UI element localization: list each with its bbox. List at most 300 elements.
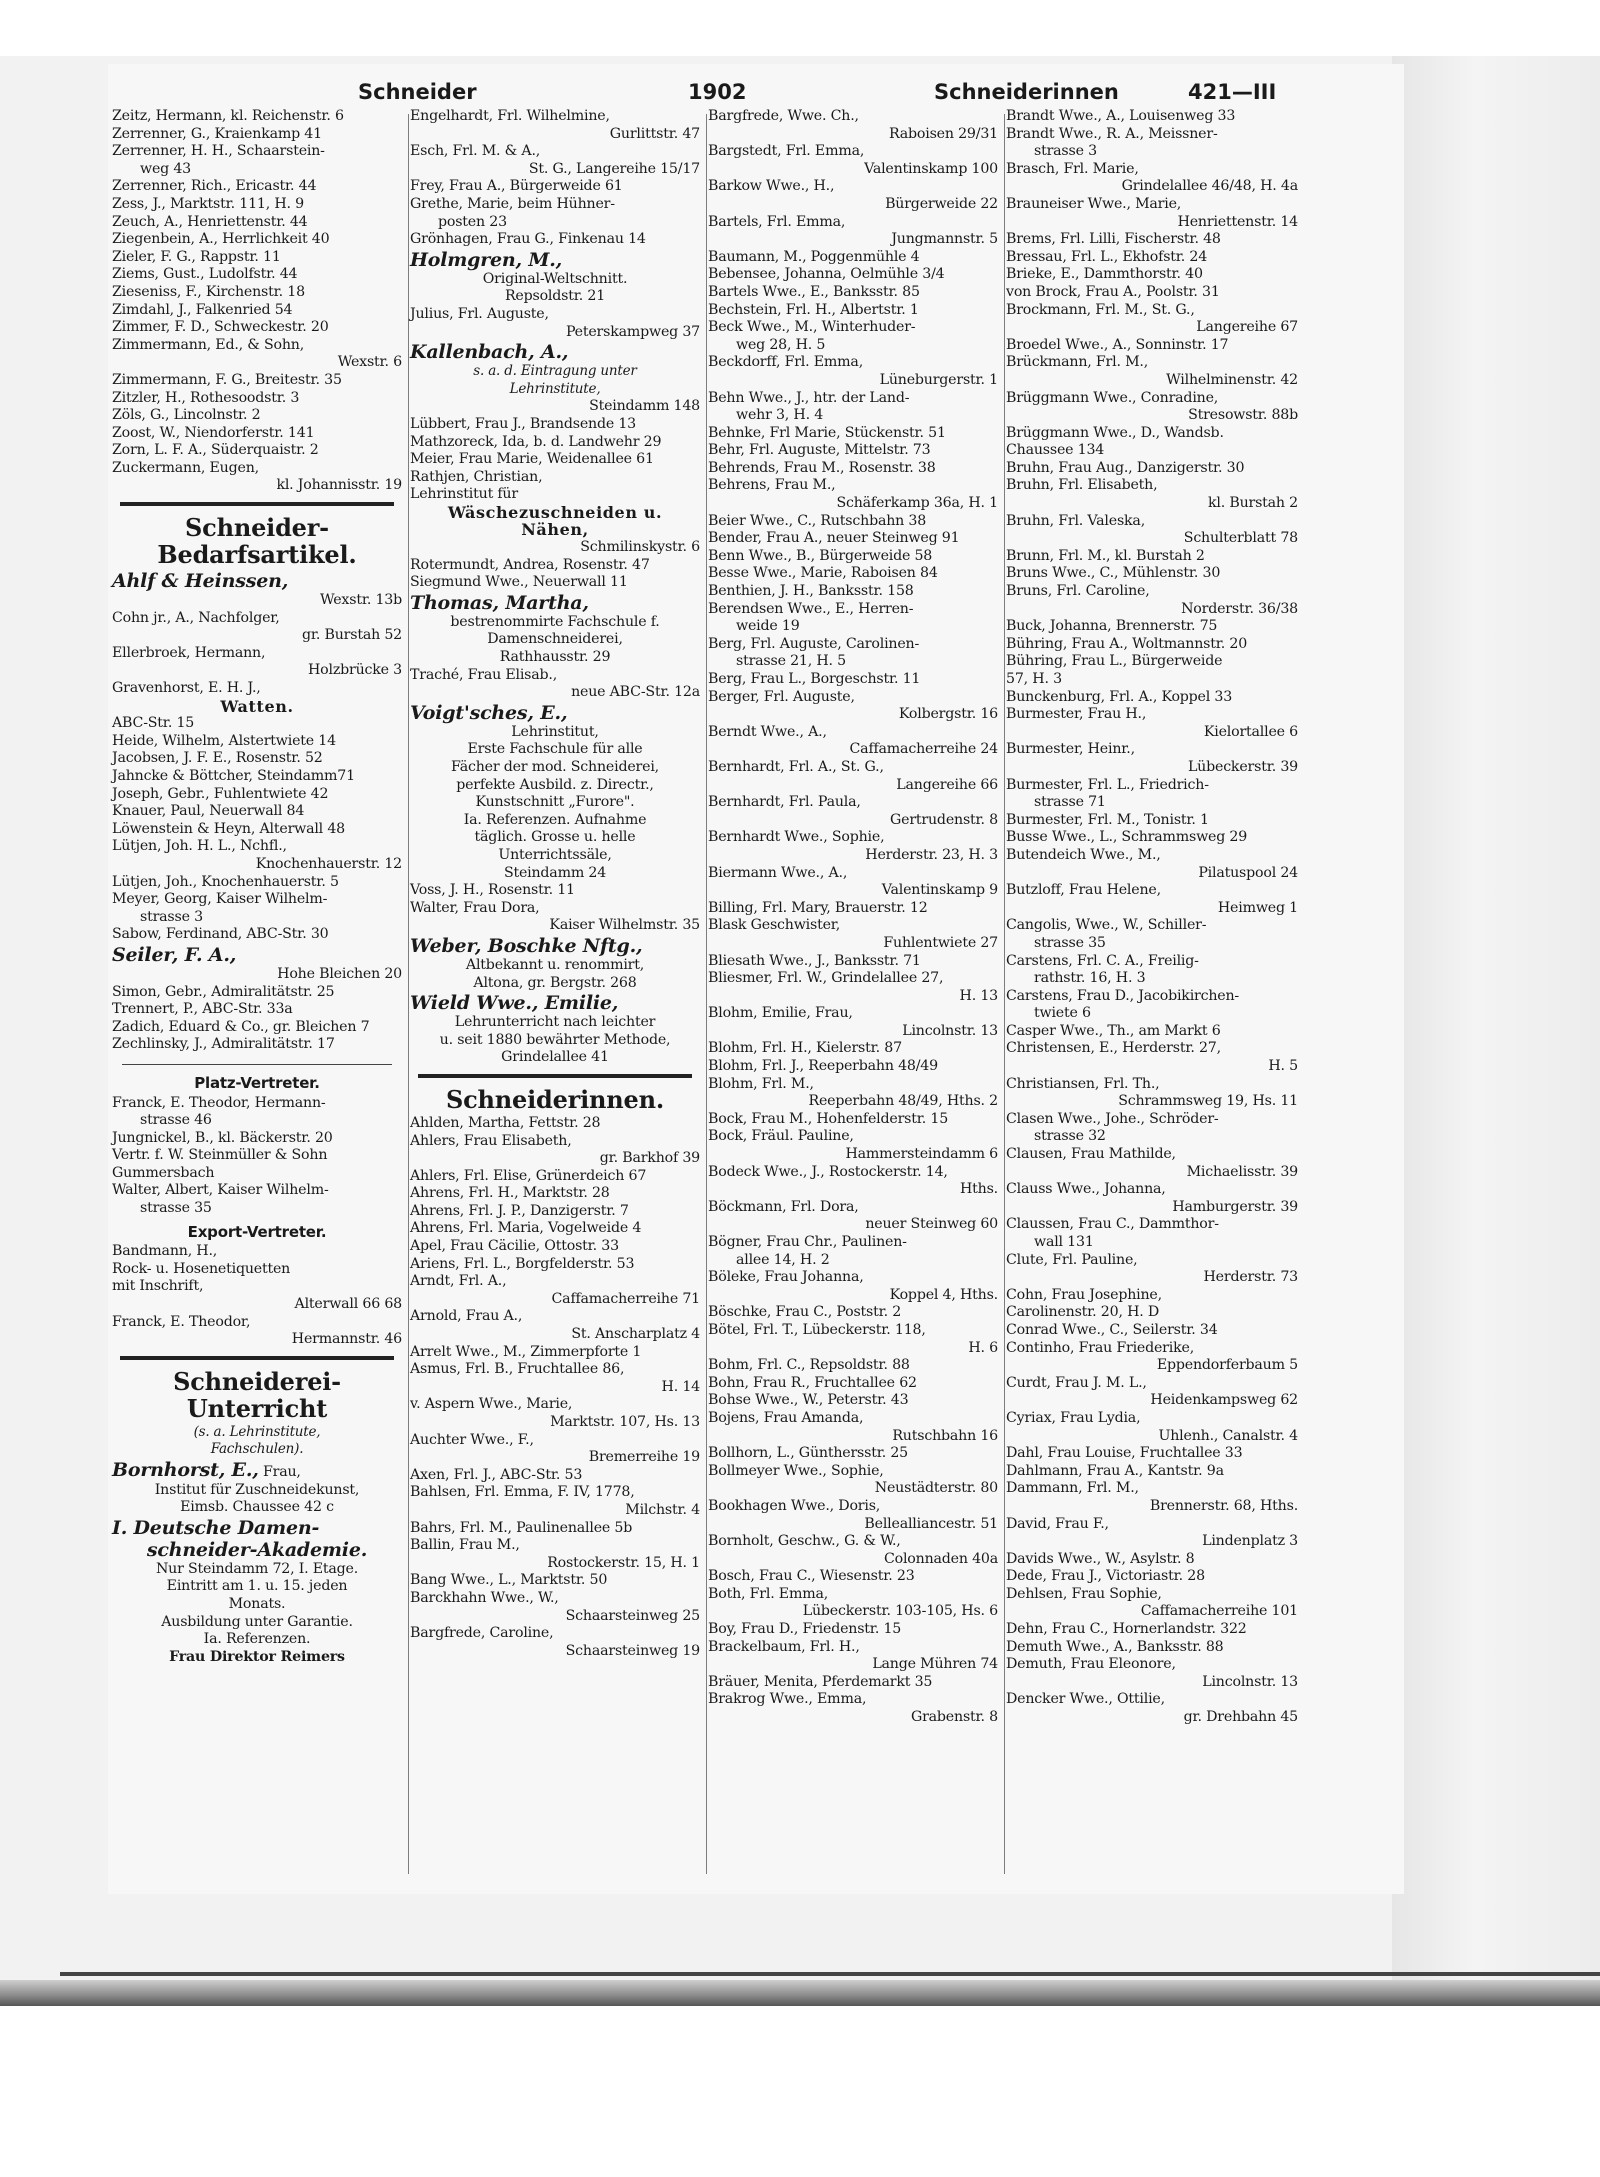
list-item: Burmester, Frau H.,: [1006, 706, 1147, 723]
list-item: Bellealliancestr. 51: [864, 1515, 998, 1532]
list-item: Böleke, Frau Johanna,: [708, 1269, 864, 1286]
list-item: Knauer, Paul, Neuerwall 84: [112, 803, 305, 820]
advert-name: schneider-Akademie.: [146, 1538, 368, 1561]
list-item: Lange Mühren 74: [872, 1656, 998, 1673]
list-item: Zimdahl, J., Falkenried 54: [112, 301, 293, 318]
advert-line: Institut für Zuschneidekunst,: [154, 1481, 360, 1498]
list-item: Brandt Wwe., A., Louisenweg 33: [1006, 108, 1236, 124]
list-item: Brüggmann Wwe., D., Wandsb.: [1006, 424, 1224, 441]
column-2: [410, 108, 700, 1878]
list-item: Zöls, G., Lincolnstr. 2: [112, 407, 261, 424]
advert-line: Ausbildung unter Garantie.: [161, 1613, 353, 1630]
list-item: strasse 3: [140, 908, 203, 925]
list-item: Zimmermann, F. G., Breitestr. 35: [112, 371, 342, 388]
list-item: allee 14, H. 2: [736, 1251, 830, 1268]
list-item: Bürgerweide 22: [885, 195, 998, 212]
advert-line: Rathhausstr. 29: [499, 649, 611, 666]
list-item: Alterwall 66 68: [294, 1296, 402, 1313]
list-item: Gertrudenstr. 8: [890, 811, 998, 828]
list-item: Carstens, Frl. C. A., Freilig-: [1006, 952, 1199, 969]
advert-line: Kunstschnitt „Furore".: [475, 794, 635, 811]
list-item: weg 28, H. 5: [736, 336, 826, 353]
list-item: Benthien, J. H., Banksstr. 158: [708, 583, 914, 600]
entry-list: [708, 108, 998, 1727]
list-item: Bögner, Frau Chr., Paulinen-: [708, 1234, 907, 1250]
list-item: Clasen Wwe., Johe., Schröder-: [1006, 1110, 1219, 1127]
list-item: Demuth, Frau Eleonore,: [1006, 1656, 1176, 1673]
list-item: Lütjen, Joh. H. L., Nchfl.,: [112, 838, 287, 855]
entry-list: [112, 1243, 402, 1349]
list-item: Bruns, Frl. Caroline,: [1006, 583, 1150, 600]
advert-address: Schmilinskystr. 6: [580, 539, 700, 556]
advert-line: Repsoldstr. 21: [504, 288, 606, 305]
list-item: Demuth Wwe., A., Banksstr. 88: [1006, 1638, 1224, 1655]
section-rule: [120, 1356, 394, 1360]
list-item: Jungnickel, B., kl. Bäckerstr. 20: [112, 1129, 333, 1146]
list-item: Chaussee 134: [1006, 442, 1105, 459]
list-item: Brückmann, Frl. M.,: [1006, 354, 1149, 371]
list-item: Rostockerstr. 15, H. 1: [547, 1554, 700, 1571]
list-item: Beck Wwe., M., Winterhuder-: [708, 319, 916, 336]
advert-bold-line: Nähen,: [521, 520, 589, 540]
advert-line: Damenschneiderei,: [487, 631, 623, 648]
advert-line: Ia. Referenzen.: [203, 1631, 311, 1648]
list-item: Dehn, Frau C., Hornerlandstr. 322: [1006, 1621, 1247, 1638]
section-title-line: Schneider-: [185, 513, 329, 543]
list-item: Rathjen, Christian,: [410, 468, 543, 485]
section-title: [112, 514, 402, 568]
list-item: Carstens, Frau D., Jacobikirchen-: [1006, 987, 1240, 1004]
list-item: strasse 35: [140, 1200, 212, 1217]
list-item: Ballin, Frau M.,: [410, 1537, 520, 1554]
list-item: Rotermundt, Andrea, Rosenstr. 47: [410, 556, 650, 573]
list-item: Berndt Wwe., A.,: [708, 723, 827, 740]
list-item: Bookhagen Wwe., Doris,: [708, 1497, 881, 1514]
list-item: Valentinskamp 100: [864, 160, 998, 177]
list-item: Boy, Frau D., Friedenstr. 15: [708, 1621, 902, 1638]
list-item: Raboisen 29/31: [888, 125, 998, 142]
list-item: Löwenstein & Heyn, Alterwall 48: [112, 820, 345, 837]
list-item: Hermannstr. 46: [291, 1331, 402, 1348]
entry-list: [410, 957, 700, 992]
entry-list: [112, 1482, 402, 1517]
advert-line: perfekte Ausbild. z. Directr.,: [456, 776, 654, 793]
list-item: Apel, Frau Cäcilie, Ottostr. 33: [410, 1238, 619, 1255]
list-item: Bosch, Frau C., Wiesenstr. 23: [708, 1568, 915, 1585]
entry-list: [112, 108, 402, 495]
list-item: mit Inschrift,: [112, 1278, 204, 1295]
list-item: Butzloff, Frau Helene,: [1006, 882, 1161, 899]
list-item: Zerrenner, H. H., Schaarstein-: [112, 143, 325, 160]
list-item: Clauss Wwe., Johanna,: [1006, 1181, 1166, 1198]
column-divider: [1004, 114, 1005, 1874]
advert-line: Grindelallee 41: [501, 1049, 609, 1066]
list-item: Arrelt Wwe., M., Zimmerpforte 1: [410, 1343, 642, 1360]
entry-list: [112, 1561, 402, 1667]
list-item: Langereihe 66: [896, 776, 998, 793]
list-item: gr. Drehbahn 45: [1183, 1709, 1298, 1726]
list-item: Dede, Frau J., Victoriastr. 28: [1006, 1568, 1205, 1585]
entry-list: [410, 1014, 700, 1067]
list-item: Behr, Frl. Auguste, Mittelstr. 73: [708, 442, 931, 459]
advert-name: Voigt'sches, E.,: [410, 701, 568, 724]
list-item: Bandmann, H.,: [112, 1243, 218, 1260]
list-item: Casper Wwe., Th., am Markt 6: [1006, 1022, 1221, 1039]
list-item: Bock, Frau M., Hohenfelderstr. 15: [708, 1110, 949, 1127]
list-item: Bollmeyer Wwe., Sophie,: [708, 1462, 884, 1479]
section-title-line: Bedarfsartikel.: [157, 540, 357, 570]
list-item: Bargstedt, Frl. Emma,: [708, 143, 865, 160]
list-item: Jungmannstr. 5: [891, 231, 998, 248]
list-item: Bunckenburg, Frl. A., Koppel 33: [1006, 688, 1233, 705]
list-item: Bernhardt, Frl. A., St. G.,: [708, 758, 884, 775]
list-item: H. 5: [1268, 1058, 1298, 1075]
list-item: Ahrens, Frl. H., Marktstr. 28: [410, 1185, 610, 1202]
list-item: neuer Steinweg 60: [865, 1216, 998, 1233]
list-item: Rock- u. Hosenetiquetten: [112, 1260, 291, 1277]
list-item: Berg, Frl. Auguste, Carolinen-: [708, 635, 920, 652]
advert-note: Lehrinstitute,: [509, 380, 601, 397]
list-item: Kolbergstr. 16: [898, 706, 998, 723]
list-item: Christensen, E., Herderstr. 27,: [1006, 1040, 1221, 1057]
list-item: Buck, Johanna, Brennerstr. 75: [1006, 618, 1218, 635]
list-item: Zechlinsky, J., Admiralitätstr. 17: [112, 1036, 335, 1053]
advert-suffix: Frau,: [262, 1464, 301, 1480]
advert-line: bestrenommirte Fachschule f.: [450, 613, 660, 630]
list-item: Franck, E. Theodor,: [112, 1313, 251, 1330]
list-item: Heidenkampsweg 62: [1150, 1392, 1298, 1409]
list-item: Zitzler, H., Rothesoodstr. 3: [112, 389, 300, 406]
list-item: Lincolnstr. 13: [1202, 1673, 1298, 1690]
scan-margin: [1392, 56, 1600, 2006]
list-item: Ziegenbein, A., Herrlichkeit 40: [112, 231, 330, 248]
list-item: Hamburgerstr. 39: [1172, 1198, 1298, 1215]
list-item: Valentinskamp 9: [881, 882, 998, 899]
list-item: Blohm, Frl. M.,: [708, 1075, 814, 1092]
list-item: Behnke, Frl Marie, Stückenstr. 51: [708, 424, 946, 441]
entry-list: [410, 667, 700, 702]
list-item: Axen, Frl. J., ABC-Str. 53: [410, 1466, 583, 1483]
list-item: Gurlittstr. 47: [609, 125, 700, 142]
list-item: Behrens, Frau M.,: [708, 477, 836, 494]
advert-name: Wield Wwe., Emilie,: [410, 992, 619, 1015]
subsection-title: Export-Vertreter.: [187, 1222, 327, 1241]
scan-bottom-edge: [0, 1980, 1600, 2006]
list-item: Baumann, M., Poggenmühle 4: [708, 248, 920, 265]
list-item: weg 43: [140, 160, 191, 177]
directory-page: [108, 64, 1404, 1894]
list-item: Arndt, Frl. A.,: [410, 1273, 507, 1290]
list-item: Zorn, L. F. A., Süderquaistr. 2: [112, 442, 319, 459]
list-item: Lübbert, Frau J., Brandsende 13: [410, 415, 637, 432]
list-item: Brakrog Wwe., Emma,: [708, 1691, 867, 1708]
list-item: Schrammsweg 19, Hs. 11: [1118, 1093, 1298, 1110]
list-item: Dehlsen, Frau Sophie,: [1006, 1585, 1162, 1602]
section-note: Fachschulen).: [210, 1441, 304, 1458]
advert-line: Unterrichtssäle,: [498, 846, 612, 863]
list-item: Bebensee, Johanna, Oelmühle 3/4: [708, 266, 945, 283]
header-page-number: 421—III: [1188, 80, 1277, 104]
advert-name: Bornhorst, E.,: [112, 1459, 259, 1481]
advert-line: Fächer der mod. Schneiderei,: [451, 759, 659, 775]
list-item: ABC-Str. 15: [112, 715, 195, 732]
list-item: Curdt, Frau J. M. L.,: [1006, 1374, 1147, 1391]
list-item: kl. Johannisstr. 19: [276, 477, 402, 494]
header-section: Schneiderinnen: [934, 80, 1119, 104]
list-item: Ariens, Frl. L., Borgfelderstr. 53: [410, 1255, 635, 1272]
entry-list: [410, 416, 700, 504]
list-item: Ahlers, Frl. Elise, Grünerdeich 67: [410, 1167, 647, 1184]
scan-edge-line: [60, 1972, 1600, 1976]
header-left: Schneider: [358, 80, 477, 104]
advert-line: [112, 1459, 402, 1482]
list-item: Zeuch, A., Henriettenstr. 44: [112, 213, 308, 230]
list-item: Hammersteindamm 6: [845, 1146, 998, 1163]
list-item: Bliesath Wwe., J., Banksstr. 71: [708, 952, 921, 969]
list-item: Brieke, E., Dammthorstr. 40: [1006, 266, 1203, 283]
list-item: Bernhardt, Frl. Paula,: [708, 794, 861, 811]
list-item: Bühring, Frau A., Woltmannstr. 20: [1006, 635, 1248, 652]
advert-address: Hohe Bleichen 20: [277, 965, 402, 982]
advert-line: Lehrinstitut,: [511, 723, 599, 740]
list-item: Beckdorff, Frl. Emma,: [708, 354, 864, 371]
list-item: Busse Wwe., L., Schrammsweg 29: [1006, 829, 1248, 846]
section-rule: [122, 1064, 392, 1065]
list-item: Conrad Wwe., C., Seilerstr. 34: [1006, 1321, 1218, 1338]
list-item: Schäferkamp 36a, H. 1: [836, 495, 998, 512]
list-item: Lübeckerstr. 103-105, Hs. 6: [802, 1603, 998, 1620]
advert-note: s. a. d. Eintragung unter: [473, 363, 637, 380]
list-item: Gummersbach: [112, 1164, 215, 1181]
list-item: Ahrens, Frl. Maria, Vogelweide 4: [410, 1220, 642, 1237]
list-item: Lüneburgerstr. 1: [879, 371, 998, 388]
advert-line: Eintritt am 1. u. 15. jeden: [166, 1578, 348, 1595]
advert-name: Kallenbach, A.,: [410, 341, 569, 364]
list-item: Bühring, Frau L., Bürgerweide: [1006, 653, 1223, 670]
list-item: Burmester, Frl. L., Friedrich-: [1006, 776, 1209, 793]
entry-list: [410, 108, 700, 249]
list-item: gr. Barkhof 39: [599, 1150, 700, 1167]
list-item: Jahncke & Böttcher, Steindamm71: [112, 768, 355, 784]
list-item: Bohse Wwe., W., Peterstr. 43: [708, 1392, 909, 1409]
list-item: Cohn jr., A., Nachfolger,: [112, 609, 280, 626]
entry-list: [112, 610, 402, 944]
list-item: Voss, J. H., Rosenstr. 11: [410, 882, 575, 899]
list-item: Böschke, Frau C., Poststr. 2: [708, 1304, 902, 1321]
list-item: Jacobsen, J. F. E., Rosenstr. 52: [112, 750, 323, 767]
list-item: Brennerstr. 68, Hths.: [1149, 1497, 1298, 1514]
list-item: strasse 32: [1034, 1128, 1106, 1145]
list-item: Cangolis, Wwe., W., Schiller-: [1006, 917, 1207, 934]
list-item: Clute, Frl. Pauline,: [1006, 1251, 1138, 1268]
list-item: Joseph, Gebr., Fuhlentwiete 42: [112, 785, 329, 802]
section-rule: [120, 502, 394, 506]
list-item: Bahlsen, Frl. Emma, F. IV, 1778,: [410, 1484, 635, 1501]
column-1: [112, 108, 402, 1878]
list-item: Arnold, Frau A.,: [410, 1308, 523, 1325]
list-item: rathstr. 16, H. 3: [1034, 970, 1146, 987]
section-note: (s. a. Lehrinstitute,: [193, 1423, 321, 1440]
advert-line: Altona, gr. Bergstr. 268: [473, 974, 637, 991]
list-item: Zuckermann, Eugen,: [112, 459, 259, 476]
list-item: Engelhardt, Frl. Wilhelmine,: [410, 108, 610, 124]
entry-list: [410, 614, 700, 667]
list-item: Zimmer, F. D., Schweckestr. 20: [112, 319, 329, 336]
list-item: David, Frau F.,: [1006, 1515, 1109, 1532]
list-item: Kielortallee 6: [1203, 723, 1298, 740]
list-item: Schaarsteinweg 25: [565, 1607, 700, 1624]
list-item: Norderstr. 36/38: [1181, 600, 1298, 617]
advert-line: Steindamm 24: [503, 864, 607, 881]
list-item: Rutschbahn 16: [892, 1427, 998, 1444]
list-item: Blohm, Frl. H., Kielerstr. 87: [708, 1040, 902, 1057]
list-item: Siegmund Wwe., Neuerwall 11: [410, 574, 628, 591]
advert-bold-line: Wäschezuschneiden u.: [447, 502, 663, 522]
list-item: Brackelbaum, Frl. H.,: [708, 1638, 860, 1655]
list-item: Bräuer, Menita, Pferdemarkt 35: [708, 1673, 933, 1690]
list-item: Walter, Albert, Kaiser Wilhelm-: [112, 1182, 329, 1199]
list-item: Dahlmann, Frau A., Kantstr. 9a: [1006, 1462, 1224, 1479]
entry-list: [410, 306, 700, 341]
list-item: Zoost, W., Niendorferstr. 141: [112, 424, 315, 441]
list-item: weide 19: [736, 618, 800, 635]
list-item: Bremerreihe 19: [588, 1449, 700, 1466]
column-divider: [408, 114, 409, 1874]
list-item: Bojens, Frau Amanda,: [708, 1409, 864, 1426]
list-item: Grindelallee 46/48, H. 4a: [1121, 178, 1298, 195]
list-item: Blask Geschwister,: [708, 917, 841, 934]
section-title: Schneiderinnen.: [445, 1084, 665, 1114]
list-item: Esch, Frl. M. & A.,: [410, 143, 541, 160]
list-item: Blohm, Emilie, Frau,: [708, 1005, 853, 1022]
advert-line: u. seit 1880 bewährter Methode,: [439, 1031, 671, 1048]
list-item: Auchter Wwe., F.,: [410, 1431, 534, 1448]
list-item: Wexstr. 6: [337, 354, 402, 371]
list-item: Zerrenner, G., Kraienkamp 41: [112, 125, 322, 142]
list-item: Bock, Fräul. Pauline,: [708, 1128, 854, 1145]
list-item: Lübeckerstr. 39: [1187, 758, 1298, 775]
list-item: Both, Frl. Emma,: [708, 1585, 829, 1602]
advert-name: I. Deutsche Damen-: [112, 1516, 320, 1539]
list-item: Zadich, Eduard & Co., gr. Bleichen 7: [112, 1018, 370, 1035]
advert-line: Erste Fachschule für alle: [467, 741, 643, 758]
list-item: Bötel, Frl. T., Lübeckerstr. 118,: [708, 1321, 926, 1338]
list-item: Pilatuspool 24: [1198, 864, 1298, 881]
advert-line: Lehrunterricht nach leichter: [454, 1014, 656, 1031]
section-title: [112, 1368, 402, 1422]
list-item: Ziems, Gust., Ludolfstr. 44: [112, 266, 298, 283]
list-item: St. Anscharplatz 4: [571, 1326, 700, 1343]
list-item: Cohn, Frau Josephine,: [1006, 1286, 1162, 1303]
list-item: strasse 3: [1034, 143, 1097, 160]
column-3: [708, 108, 998, 1878]
list-item: Bohn, Frau R., Fruchtallee 62: [708, 1374, 917, 1391]
list-item: Bollhorn, L., Günthersstr. 25: [708, 1445, 908, 1462]
list-item: Behn Wwe., J., htr. der Land-: [708, 389, 910, 406]
entry-list: [410, 271, 700, 306]
list-item: Asmus, Frl. B., Fruchtallee 86,: [410, 1361, 625, 1378]
section-title-line: Schneiderei-: [173, 1366, 341, 1396]
list-item: Zieseniss, F., Kirchenstr. 18: [112, 283, 305, 300]
list-item: Caffamacherreihe 24: [849, 741, 998, 758]
advert-line: Ia. Referenzen. Aufnahme: [463, 811, 647, 828]
list-item: Bargfrede, Caroline,: [410, 1625, 554, 1642]
list-item: Langereihe 67: [1196, 319, 1298, 336]
list-item: wehr 3, H. 4: [736, 407, 824, 424]
list-item: Zerrenner, Rich., Ericastr. 44: [112, 178, 317, 195]
advert-line: Nur Steindamm 72, I. Etage.: [155, 1560, 359, 1577]
list-item: Brüggmann Wwe., Conradine,: [1006, 389, 1219, 406]
list-item: Lütjen, Joh., Knochenhauerstr. 5: [112, 873, 339, 890]
list-item: Bender, Frau A., neuer Steinweg 91: [708, 530, 960, 547]
list-item: Lehrinstitut für: [410, 486, 518, 503]
list-item: Bornholt, Geschw., G. & W.,: [708, 1533, 901, 1550]
list-item: Neustädterstr. 80: [874, 1480, 998, 1497]
list-item: Trennert, P., ABC-Str. 33a: [112, 1001, 293, 1018]
entry-list: [410, 882, 700, 935]
list-item: Schaarsteinweg 19: [565, 1642, 700, 1659]
list-item: posten 23: [438, 213, 507, 230]
list-item: Bressau, Frl. L., Ekhofstr. 24: [1006, 248, 1208, 265]
list-item: Watten.: [220, 696, 294, 716]
list-item: strasse 46: [140, 1112, 212, 1129]
list-item: Sabow, Ferdinand, ABC-Str. 30: [112, 926, 329, 943]
entry-list: [410, 1115, 700, 1660]
list-item: Michaelisstr. 39: [1186, 1163, 1298, 1180]
list-item: Christiansen, Frl. Th.,: [1006, 1075, 1160, 1092]
entry-list: [112, 1095, 402, 1218]
advert-name: Ahlf & Heinssen,: [112, 570, 289, 593]
list-item: Walter, Frau Dora,: [410, 899, 540, 916]
list-item: Brunn, Frl. M., kl. Burstah 2: [1006, 547, 1205, 564]
list-item: Zeitz, Hermann, kl. Reichenstr. 6: [112, 108, 344, 124]
list-item: H. 13: [959, 987, 998, 1004]
subsection-title: Platz-Vertreter.: [194, 1073, 320, 1092]
advert-address: Wexstr. 13b: [320, 592, 402, 609]
list-item: Cyriax, Frau Lydia,: [1006, 1409, 1141, 1426]
list-item: Bartels, Frl. Emma,: [708, 213, 846, 230]
entry-list: [410, 724, 700, 882]
list-item: Eppendorferbaum 5: [1156, 1357, 1298, 1374]
list-item: Berendsen Wwe., E., Herren-: [708, 600, 914, 617]
entry-list: [112, 984, 402, 1054]
list-item: Benn Wwe., B., Bürgerweide 58: [708, 547, 933, 564]
list-item: Grabenstr. 8: [910, 1709, 998, 1726]
list-item: gr. Burstah 52: [301, 627, 402, 644]
list-item: Bartels Wwe., E., Banksstr. 85: [708, 283, 920, 300]
list-item: Bargfrede, Wwe. Ch.,: [708, 108, 859, 124]
list-item: Blohm, Frl. J., Reeperbahn 48/49: [708, 1058, 938, 1075]
list-item: St. G., Langereihe 15/17: [528, 160, 700, 177]
advert-name: Holmgren, M.,: [410, 248, 563, 271]
list-item: Gravenhorst, E. H. J.,: [112, 680, 261, 697]
page-header: [116, 70, 1396, 112]
list-item: Knochenhauerstr. 12: [255, 855, 402, 872]
list-item: Butendeich Wwe., M.,: [1006, 846, 1161, 863]
list-item: Herderstr. 23, H. 3: [865, 846, 998, 863]
list-item: Brauneiser Wwe., Marie,: [1006, 195, 1182, 212]
list-item: Bechstein, Frl. H., Albertstr. 1: [708, 301, 919, 318]
list-item: Franck, E. Theodor, Hermann-: [112, 1094, 326, 1111]
list-item: Ahrens, Frl. J. P., Danzigerstr. 7: [410, 1202, 629, 1219]
list-item: Colonnaden 40a: [883, 1550, 998, 1567]
section-title-line: Unterricht: [186, 1393, 328, 1423]
list-item: Ahlers, Frau Elisabeth,: [410, 1132, 572, 1149]
section-rule: [418, 1074, 692, 1078]
list-item: Frey, Frau A., Bürgerweide 61: [410, 178, 623, 195]
list-item: 57, H. 3: [1006, 671, 1062, 687]
list-item: Besse Wwe., Marie, Raboisen 84: [708, 565, 938, 582]
